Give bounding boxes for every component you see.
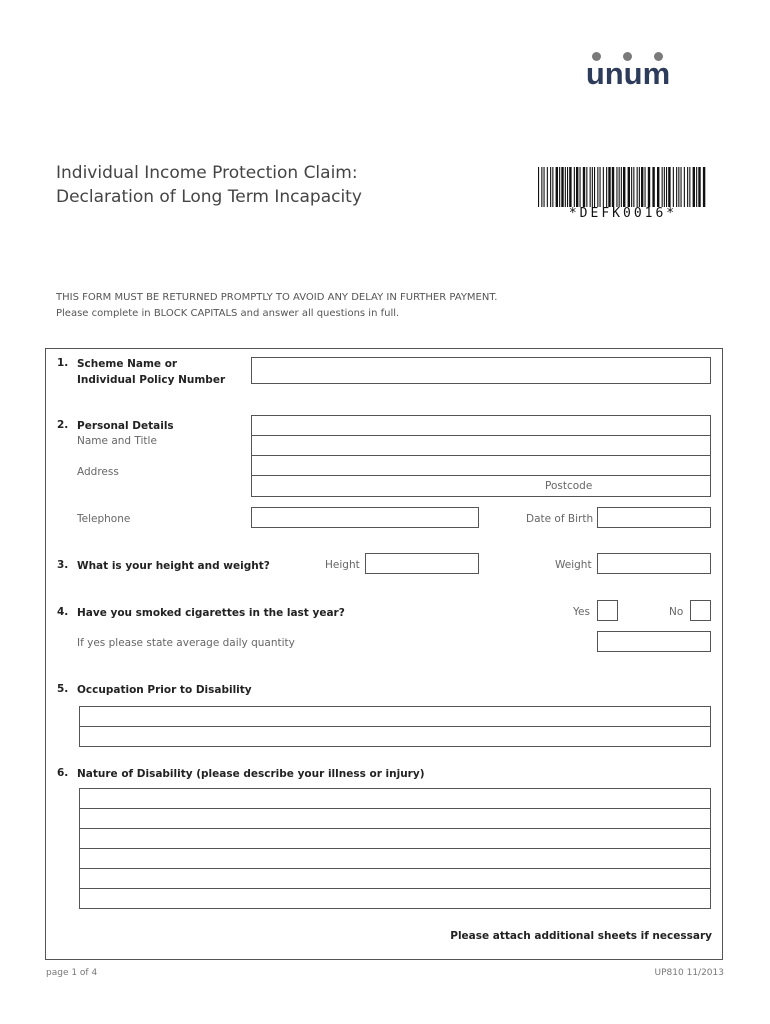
address-input-line-1[interactable] [251, 436, 711, 456]
postcode-input[interactable] [251, 476, 711, 497]
q1-label-line-2: Individual Policy Number [77, 374, 226, 386]
barcode-bar [612, 167, 614, 207]
page-number: page 1 of 4 [46, 968, 98, 978]
barcode-bar [616, 167, 617, 207]
intro-text [56, 290, 497, 322]
q6-title: Nature of Disability (please describe your illness or injury) [77, 768, 425, 780]
barcode-bar [648, 167, 650, 207]
barcode-bar [645, 167, 646, 207]
barcode-bar [628, 167, 630, 207]
barcode-bar [600, 167, 601, 207]
barcode-bar [567, 167, 568, 207]
barcode-bar [552, 167, 553, 207]
intro-line-1: THIS FORM MUST BE RETURNED PROMPTLY TO AVOID ANY DELAY IN FURTHER PAYMENT. [56, 292, 498, 303]
barcode-bar [637, 167, 638, 207]
brand-name: unum [585, 56, 671, 91]
barcode-text: *DEFK0016* [568, 206, 678, 221]
barcode-bar [687, 167, 688, 207]
barcode-bar [606, 167, 607, 207]
barcode-bar [678, 167, 679, 207]
barcode-bar [698, 167, 700, 207]
q1-number: 1. [57, 357, 69, 369]
unum-logo [572, 50, 684, 90]
attach-sheets-note: Please attach additional sheets if necessary [450, 930, 712, 942]
form-code: UP810 11/2013 [654, 968, 724, 978]
q5-title: Occupation Prior to Disability [77, 684, 252, 696]
barcode-bar [633, 167, 634, 207]
barcode-bar [576, 167, 578, 207]
disability-input-line-5[interactable] [79, 869, 711, 889]
barcode-bar [550, 167, 551, 207]
q1-label-line-1: Scheme Name or [77, 358, 178, 370]
barcode-bar [559, 167, 560, 207]
height-label: Height [325, 559, 360, 571]
barcode-bar [583, 167, 585, 207]
barcode-bar [639, 167, 640, 207]
barcode-bar [586, 167, 587, 207]
barcode [538, 167, 708, 207]
intro-line-2: Please complete in BLOCK CAPITALS and answer all questions in full. [56, 308, 400, 319]
barcode-bar [631, 167, 632, 207]
barcode-bar [657, 167, 659, 207]
no-checkbox[interactable] [690, 600, 711, 621]
barcode-bar [597, 167, 598, 207]
barcode-bar [668, 167, 670, 207]
daily-quantity-input[interactable] [597, 631, 711, 652]
barcode-bar [619, 167, 620, 207]
q3-title: What is your height and weight? [77, 560, 270, 572]
weight-label: Weight [555, 559, 592, 571]
barcode-bar [556, 167, 558, 207]
barcode-bar [580, 167, 581, 207]
disability-input-line-4[interactable] [79, 849, 711, 869]
q1-label [77, 356, 225, 388]
telephone-input[interactable] [251, 507, 479, 528]
address-input-line-2[interactable] [251, 456, 711, 476]
barcode-bar [561, 167, 563, 207]
address-label: Address [77, 466, 119, 478]
barcode-bar [623, 167, 625, 207]
barcode-bar [703, 167, 705, 207]
q6-number: 6. [57, 767, 69, 779]
postcode-label: Postcode [545, 480, 593, 492]
barcode-bar [689, 167, 690, 207]
weight-input[interactable] [597, 553, 711, 574]
occupation-input-line-2[interactable] [79, 727, 711, 747]
dob-label: Date of Birth [526, 513, 594, 525]
disability-input-line-6[interactable] [79, 889, 711, 909]
barcode-bar [547, 167, 548, 207]
occupation-input-line-1[interactable] [79, 706, 711, 727]
barcode-bar [693, 167, 695, 207]
dob-input[interactable] [597, 507, 711, 528]
height-input[interactable] [365, 553, 479, 574]
q5-number: 5. [57, 683, 69, 695]
barcode-bar [538, 167, 539, 207]
title-line-1: Individual Income Protection Claim: [56, 163, 358, 183]
barcode-bar [652, 167, 654, 207]
scheme-policy-input[interactable] [251, 357, 711, 384]
barcode-bar [664, 167, 665, 207]
q2-number: 2. [57, 419, 69, 431]
barcode-bar [676, 167, 677, 207]
yes-label: Yes [573, 606, 590, 618]
name-title-label: Name and Title [77, 435, 157, 447]
q4-number: 4. [57, 606, 69, 618]
barcode-bar [608, 167, 610, 207]
q4-title: Have you smoked cigarettes in the last year? [77, 607, 345, 619]
barcode-bar [565, 167, 566, 207]
barcode-bar [592, 167, 593, 207]
q2-title: Personal Details [77, 420, 174, 432]
disability-input-line-2[interactable] [79, 809, 711, 829]
form-title [56, 161, 362, 209]
barcode-bar [673, 167, 674, 207]
barcode-bar [681, 167, 682, 207]
barcode-bar [696, 167, 697, 207]
barcode-bar [590, 167, 591, 207]
barcode-bar [621, 167, 622, 207]
title-line-2: Declaration of Long Term Incapacity [56, 187, 362, 207]
barcode-bar [684, 167, 685, 207]
yes-checkbox[interactable] [597, 600, 618, 621]
q3-number: 3. [57, 559, 69, 571]
barcode-bar [662, 167, 663, 207]
disability-input-line-1[interactable] [79, 788, 711, 809]
barcode-bar [574, 167, 575, 207]
no-label: No [669, 606, 684, 618]
barcode-bar [569, 167, 571, 207]
barcode-bar [544, 167, 545, 207]
barcode-bar [666, 167, 667, 207]
barcode-bar [541, 167, 542, 207]
barcode-bar [603, 167, 604, 207]
telephone-label: Telephone [77, 513, 131, 525]
disability-input-line-3[interactable] [79, 829, 711, 849]
quantity-label: If yes please state average daily quantity [77, 637, 295, 649]
barcode-bar [594, 167, 595, 207]
name-title-input[interactable] [251, 415, 711, 436]
barcode-bar [641, 167, 643, 207]
